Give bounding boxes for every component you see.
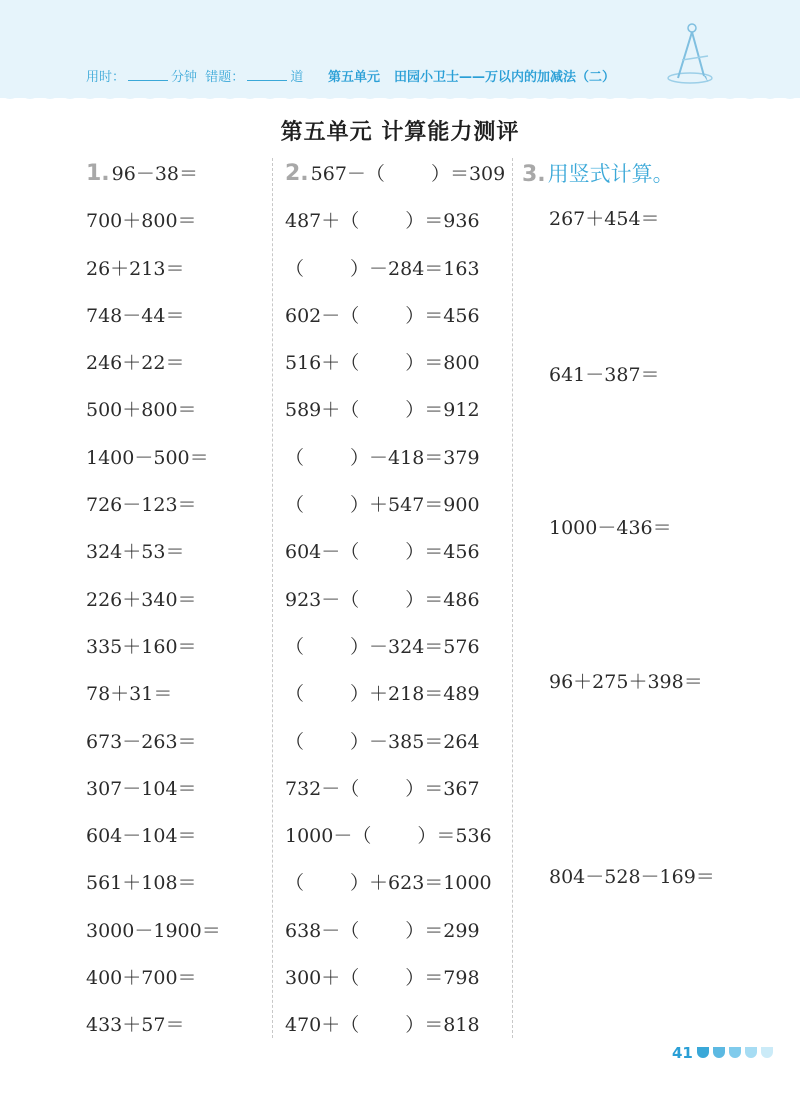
problem-text-after: ）＝367: [405, 777, 480, 800]
problem-row: [86, 917, 221, 964]
problem-row: [86, 444, 221, 491]
problem-text-after: ）＝800: [405, 352, 480, 375]
section3-heading: [522, 160, 674, 189]
decorative-drops: [697, 1042, 777, 1061]
page-title: 第五单元 计算能力测评: [280, 120, 520, 145]
page-footer: [672, 1042, 777, 1062]
problem-text: 96－38＝: [111, 163, 199, 185]
problem-row: [86, 728, 221, 775]
problem-text: 500＋800＝: [86, 399, 197, 422]
problem-text-before: （: [285, 635, 305, 658]
time-blank[interactable]: [128, 70, 168, 81]
problem-text: 246＋22＝: [86, 352, 185, 375]
problem-text-after: ）－418＝379: [350, 446, 480, 469]
problem-text: 673－263＝: [86, 730, 197, 753]
problem-text-before: （: [285, 257, 305, 280]
page-header: [0, 0, 800, 98]
problem-row: [285, 586, 505, 633]
problem-row: [86, 633, 221, 680]
problem-text-after: ）＝818: [405, 1014, 480, 1037]
unit-label: 第五单元: [328, 70, 381, 85]
problem-text-after: ）＝299: [405, 919, 480, 942]
problem-row: [86, 255, 221, 302]
problem-text-after: ）＝536: [417, 825, 492, 848]
problem-text-after: ）＝486: [405, 588, 480, 611]
problem-row: [285, 728, 505, 775]
problem-text-before: （: [285, 446, 305, 469]
problem-row: [285, 869, 505, 916]
problem-row: [285, 775, 505, 822]
problem-text-after: ）＝309: [430, 163, 506, 185]
problem-row: [285, 538, 505, 585]
problem-text-after: ）＝456: [405, 304, 480, 327]
problem-text-after: ）＝912: [405, 399, 480, 422]
problem-text: 3000－1900＝: [86, 919, 221, 942]
problem-text-before: 923－（: [285, 588, 360, 611]
problem-text-after: ）＝798: [405, 967, 480, 990]
time-unit: 分钟: [171, 70, 198, 85]
drop-icon: [745, 1047, 757, 1058]
column-divider-2: [512, 158, 513, 1038]
problem-text-before: 602－（: [285, 304, 360, 327]
problem-text: 26＋213＝: [86, 257, 185, 280]
problem-text-after: ）－324＝576: [350, 635, 480, 658]
vertical-problem: 96＋275＋398＝: [549, 671, 703, 693]
problem-row: [86, 586, 221, 633]
problem-row: [86, 538, 221, 585]
section2-fill-parentheses: [285, 160, 505, 1059]
problem-row: [285, 160, 505, 207]
problem-row: [86, 160, 221, 207]
problem-row: [86, 822, 221, 869]
problem-text: 226＋340＝: [86, 588, 197, 611]
problem-text-before: 638－（: [285, 919, 360, 942]
problem-row: [285, 444, 505, 491]
problem-row: [86, 964, 221, 1011]
problem-row: [285, 207, 505, 254]
problem-row: [86, 491, 221, 538]
problem-row: [285, 1011, 505, 1058]
section2-number: 2.: [285, 161, 309, 186]
problem-text-before: （: [285, 872, 305, 895]
compass-icon: [662, 20, 722, 86]
errors-blank[interactable]: [247, 70, 287, 81]
drop-icon: [729, 1047, 741, 1058]
time-label: 用时：: [86, 70, 126, 85]
problem-text-before: 1000－（: [285, 825, 372, 848]
drop-icon: [761, 1047, 773, 1058]
problem-text-before: 589＋（: [285, 399, 360, 422]
problem-text: 748－44＝: [86, 304, 185, 327]
problem-row: [285, 255, 505, 302]
problem-text-before: 567－（: [310, 163, 385, 185]
problem-row: [86, 396, 221, 443]
problem-text: 400＋700＝: [86, 967, 197, 990]
vertical-problem: 641－387＝: [549, 364, 660, 386]
problem-row: [285, 349, 505, 396]
problem-row: [86, 349, 221, 396]
problem-text: 604－104＝: [86, 825, 197, 848]
problem-text-after: ）－284＝163: [350, 257, 480, 280]
problem-text-before: （: [285, 494, 305, 517]
problem-text: 324＋53＝: [86, 541, 185, 564]
unit-heading: [328, 66, 629, 85]
problem-row: [285, 302, 505, 349]
errors-label: 错题：: [205, 70, 245, 85]
problem-text-before: 516＋（: [285, 352, 360, 375]
problem-text-before: 300＋（: [285, 967, 360, 990]
problem-text: 78＋31＝: [86, 683, 173, 706]
problem-text-after: ）－385＝264: [350, 730, 480, 753]
problem-row: [285, 822, 505, 869]
problem-text-after: ）＋623＝1000: [350, 872, 492, 895]
section1-oral-calculation: [86, 160, 221, 1059]
problem-text-before: 487＋（: [285, 210, 360, 233]
problem-row: [285, 917, 505, 964]
problem-text: 1400－500＝: [86, 446, 209, 469]
problem-row: [86, 207, 221, 254]
vertical-problem: 804－528－169＝: [549, 866, 715, 888]
problem-row: [285, 396, 505, 443]
problem-row: [86, 302, 221, 349]
problem-text: 700＋800＝: [86, 210, 197, 233]
problem-text-after: ）＋218＝489: [350, 683, 480, 706]
section3-number: 3.: [522, 162, 546, 187]
problem-text: 561＋108＝: [86, 872, 197, 895]
problem-text-before: 604－（: [285, 541, 360, 564]
drop-icon: [713, 1047, 725, 1058]
problem-row: [285, 491, 505, 538]
problem-text: 335＋160＝: [86, 635, 197, 658]
problem-row: [285, 964, 505, 1011]
drop-icon: [697, 1047, 709, 1058]
problem-text-after: ）＝456: [405, 541, 480, 564]
vertical-problem: 1000－436＝: [549, 517, 672, 539]
problem-row: [86, 1011, 221, 1058]
vertical-problem: 267＋454＝: [549, 208, 660, 230]
problem-row: [285, 680, 505, 727]
problem-row: [86, 869, 221, 916]
unit-topic: 田园小卫士——万以内的加减法（二）: [394, 70, 616, 85]
problem-text: 307－104＝: [86, 777, 197, 800]
problem-text-before: （: [285, 683, 305, 706]
column-divider-1: [272, 158, 273, 1038]
problem-text-before: 732－（: [285, 777, 360, 800]
page-number: 41: [672, 1043, 693, 1062]
problem-row: [285, 633, 505, 680]
problem-row: [86, 680, 221, 727]
header-wave-edge: [0, 84, 800, 106]
problem-text-before: （: [285, 730, 305, 753]
problem-text: 433＋57＝: [86, 1014, 185, 1037]
problem-text: 726－123＝: [86, 494, 197, 517]
problem-text-before: 470＋（: [285, 1014, 360, 1037]
errors-unit: 道: [290, 70, 304, 85]
problem-text-after: ）＋547＝900: [350, 494, 480, 517]
section1-number: 1.: [86, 161, 110, 186]
time-and-errors-record: [86, 66, 303, 85]
problem-row: [86, 775, 221, 822]
problem-text-after: ）＝936: [405, 210, 480, 233]
section3-title: 用竖式计算。: [547, 162, 674, 186]
